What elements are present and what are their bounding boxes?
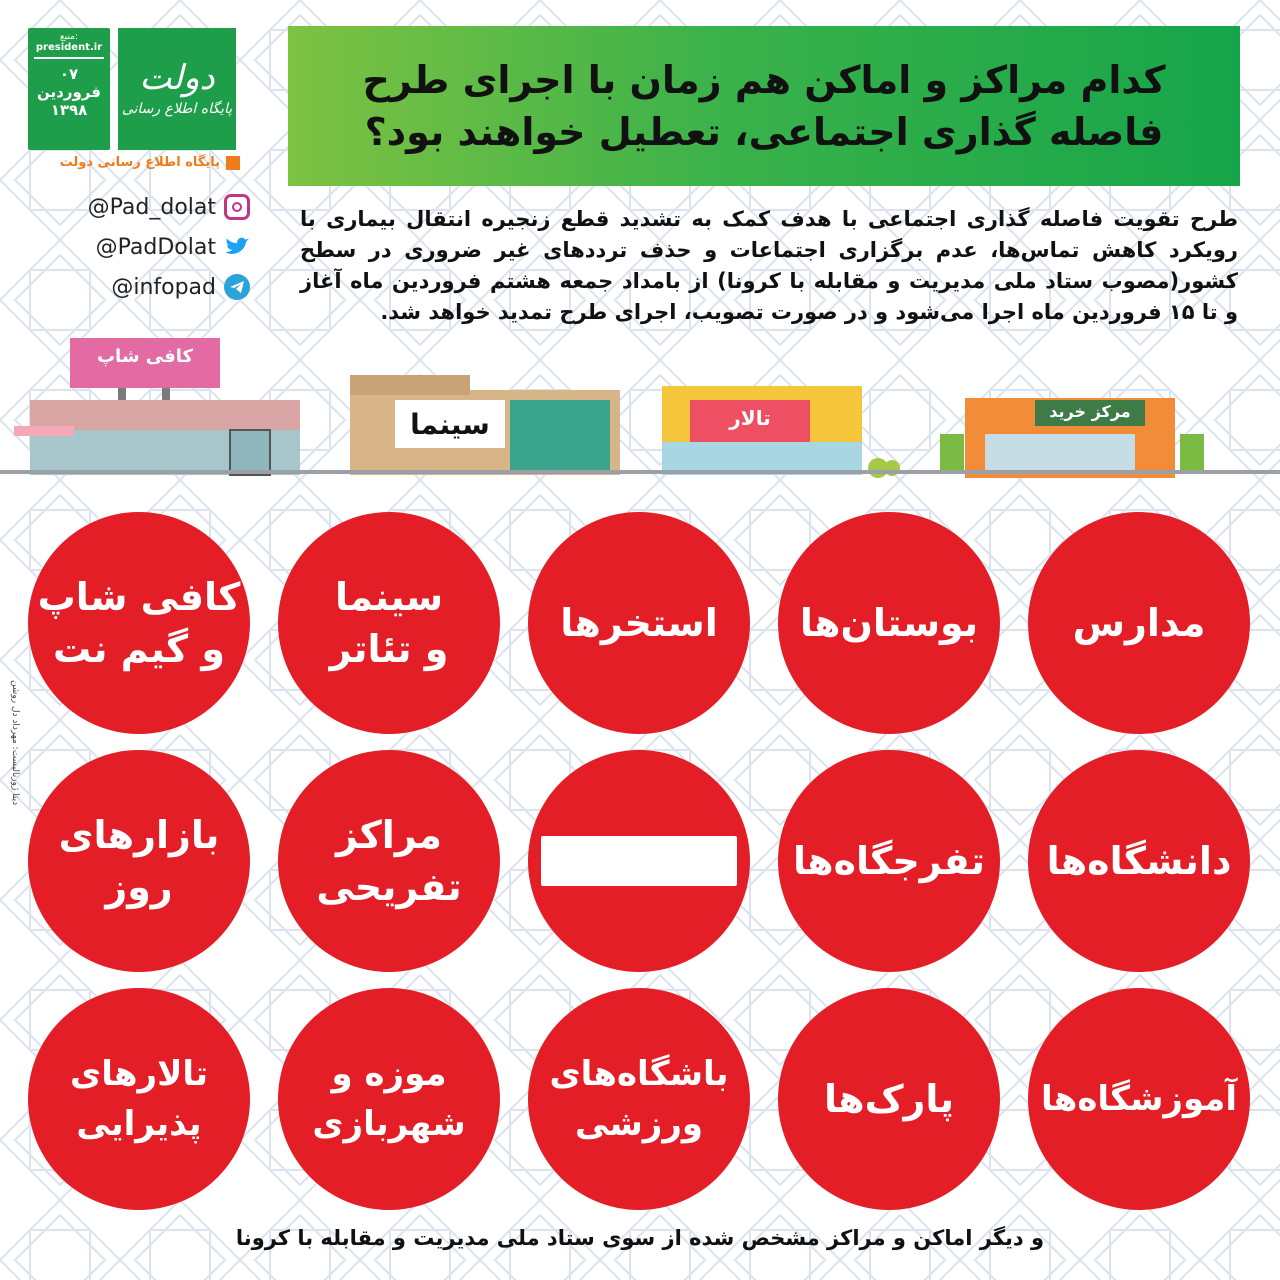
twitter-handle[interactable] bbox=[40, 234, 250, 260]
hall-sign: تالار bbox=[729, 406, 771, 430]
date-day: ۰۷ bbox=[59, 65, 79, 83]
circle-cinema-line1: سینما bbox=[334, 575, 444, 619]
circle-recreation-text: تفرجگاه‌ها bbox=[792, 839, 986, 883]
circle-cafe-line1: کافی شاپ bbox=[37, 575, 241, 619]
circle-halls-line1: تالارهای bbox=[70, 1054, 208, 1094]
instagram-label: @Pad_dolat bbox=[87, 194, 216, 220]
instagram-icon bbox=[224, 194, 250, 220]
title-line2: فاصله گذاری اجتماعی، تعطیل خواهند بود؟ bbox=[364, 110, 1164, 154]
mall-sign: مرکز خرید bbox=[1049, 402, 1131, 421]
circle-institutes bbox=[1028, 988, 1250, 1210]
title-line1: کدام مراکز و اماکن هم زمان با اجرای طرح bbox=[362, 58, 1166, 102]
circle-cafe-line2: و گیم نت bbox=[53, 627, 225, 671]
circle-boostans bbox=[778, 512, 1000, 734]
source-box bbox=[28, 28, 110, 150]
circle-entertainment-line1: مراکز bbox=[336, 813, 442, 857]
date-year: ۱۳۹۸ bbox=[50, 101, 88, 119]
telegram-icon bbox=[224, 274, 250, 300]
circle-parks-text: پارک‌ها bbox=[824, 1077, 954, 1121]
circle-museum-line2: شهربازی bbox=[312, 1104, 466, 1144]
circle-day-markets bbox=[28, 750, 250, 972]
orange-square-icon bbox=[226, 156, 240, 170]
circle-museum-amusement bbox=[278, 988, 500, 1210]
logo-line1: دولت bbox=[139, 58, 215, 98]
logo bbox=[118, 28, 236, 150]
circle-entertainment-line2: تفریحی bbox=[316, 865, 462, 909]
circle-sport-line2: ورزشی bbox=[574, 1104, 704, 1144]
circle-cinema-theatre bbox=[278, 512, 500, 734]
circle-universities bbox=[1028, 750, 1250, 972]
circle-pools bbox=[528, 512, 750, 734]
circle-pools-text: استخرها bbox=[560, 601, 718, 645]
circle-reception-halls bbox=[28, 988, 250, 1210]
circle-schools bbox=[1028, 512, 1250, 734]
cinema-sign: سینما bbox=[410, 408, 490, 441]
coffee-shop-sign: کافی شاپ bbox=[96, 346, 194, 367]
title-banner bbox=[288, 26, 1240, 186]
telegram-label: @infopad bbox=[111, 274, 216, 300]
footer-note: و دیگر اماکن و مراکز مشخص شده از سوی ستاد ملی مدیریت و مقابله با کرونا bbox=[235, 1226, 1045, 1250]
circle-institutes-text: آموزشگاه‌ها bbox=[1041, 1079, 1237, 1119]
circle-universities-text: دانشگاه‌ها bbox=[1046, 839, 1232, 883]
circle-cinema-line2: و تئاتر bbox=[329, 627, 449, 671]
circle-museum-line1: موزه و bbox=[331, 1054, 447, 1094]
circle-sport-clubs bbox=[528, 988, 750, 1210]
circle-recreation-areas bbox=[778, 750, 1000, 972]
hall-building bbox=[662, 386, 900, 478]
credit-text: دیتا ژورنالیست: مهرداد دل روشن bbox=[10, 680, 20, 806]
circle-markets-line2: روز bbox=[105, 865, 173, 909]
circle-entertainment-centers bbox=[278, 750, 500, 972]
twitter-icon bbox=[224, 234, 250, 260]
circle-markets-line1: بازارهای bbox=[58, 813, 220, 857]
logo-line2: پایگاه اطلاع رسانی bbox=[121, 101, 233, 117]
source-url: president.ir bbox=[34, 42, 104, 59]
intro-paragraph: طرح تقویت فاصله گذاری اجتماعی با هدف کمک به تشدید قطع زنجیره انتقال بیماری با رویکرد کاهش تماس‌ها، عدم برگزاری اجتماعات و حذف ترددهای غیر ضروری در سطح کشور(مصوب ستاد ملی مدیریت و مقابله با کرونا) از بامداد جمعه هشتم فروردین ماه آغاز و تا ۱۵ فروردین ماه اجرا می‌شود و در صورت تصویب، اجرای طرح تمدید خواهد شد. bbox=[300, 207, 1238, 324]
agency-label: پایگاه اطلاع رسانی دولت bbox=[59, 155, 220, 170]
circle-sport-line1: باشگاه‌های bbox=[549, 1054, 729, 1094]
source-label: منبع: bbox=[59, 32, 79, 42]
telegram-handle[interactable] bbox=[40, 274, 250, 300]
instagram-handle[interactable] bbox=[40, 194, 250, 220]
circle-parks bbox=[778, 988, 1000, 1210]
circle-boostans-text: بوستان‌ها bbox=[799, 601, 979, 645]
no-entry-bar-icon bbox=[541, 836, 737, 886]
ground-line bbox=[0, 470, 1280, 474]
circle-schools-text: مدارس bbox=[1072, 601, 1206, 645]
agency-name bbox=[40, 155, 240, 170]
circle-cafe-gamenet bbox=[28, 512, 250, 734]
date-month: فروردین bbox=[37, 83, 101, 101]
no-entry-sign bbox=[528, 750, 750, 972]
credit bbox=[4, 680, 24, 840]
twitter-label: @PadDolat bbox=[95, 234, 216, 260]
circle-halls-line2: پذیرایی bbox=[76, 1104, 202, 1144]
